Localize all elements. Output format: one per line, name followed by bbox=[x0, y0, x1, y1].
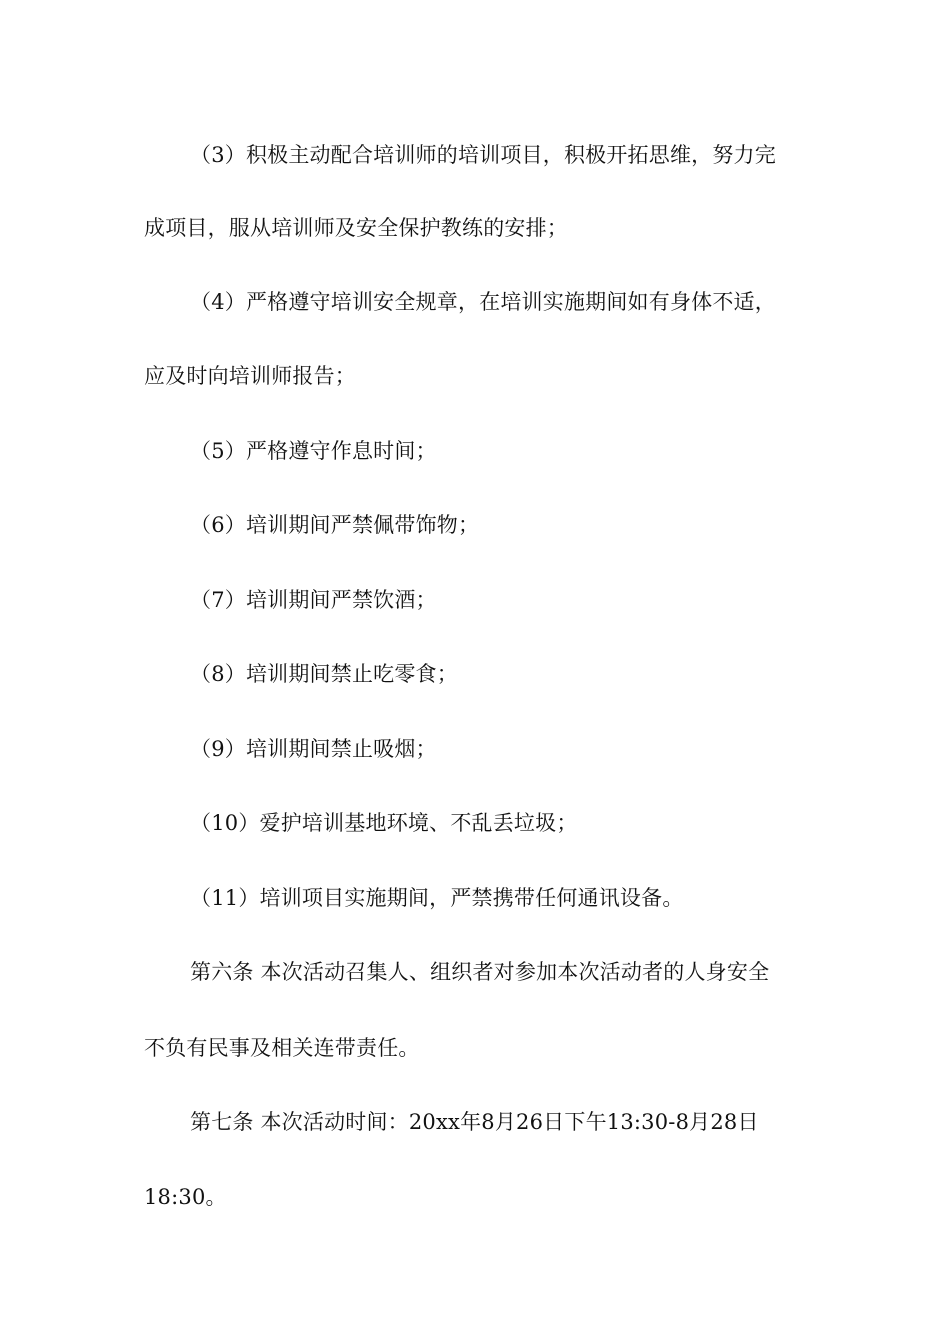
article-7-line-1: 第七条 本次活动时间：20xx年8月26日下午13:30-8月28日 bbox=[190, 1110, 759, 1134]
rule-item-4-line-1: （4）严格遵守培训安全规章，在培训实施期间如有身体不适， bbox=[190, 290, 776, 314]
rule-item-11: （11）培训项目实施期间，严禁携带任何通讯设备。 bbox=[190, 886, 684, 910]
rule-item-6: （6）培训期间严禁佩带饰物； bbox=[190, 513, 480, 537]
article-6-line-1: 第六条 本次活动召集人、组织者对参加本次活动者的人身安全 bbox=[190, 960, 770, 984]
rule-item-7: （7）培训期间严禁饮酒； bbox=[190, 588, 437, 612]
rule-item-9: （9）培训期间禁止吸烟； bbox=[190, 737, 437, 761]
rule-item-3-line-2: 成项目，服从培训师及安全保护教练的安排； bbox=[144, 216, 568, 240]
rule-item-4-line-2: 应及时向培训师报告； bbox=[144, 364, 356, 388]
rule-item-5: （5）严格遵守作息时间； bbox=[190, 439, 437, 463]
rule-item-10: （10）爱护培训基地环境、不乱丢垃圾； bbox=[190, 811, 578, 835]
article-7-line-2: 18:30。 bbox=[144, 1185, 227, 1209]
rule-item-8: （8）培训期间禁止吃零食； bbox=[190, 662, 458, 686]
rule-item-3-line-1: （3）积极主动配合培训师的培训项目，积极开拓思维，努力完 bbox=[190, 143, 776, 167]
article-6-line-2: 不负有民事及相关连带责任。 bbox=[144, 1036, 420, 1060]
